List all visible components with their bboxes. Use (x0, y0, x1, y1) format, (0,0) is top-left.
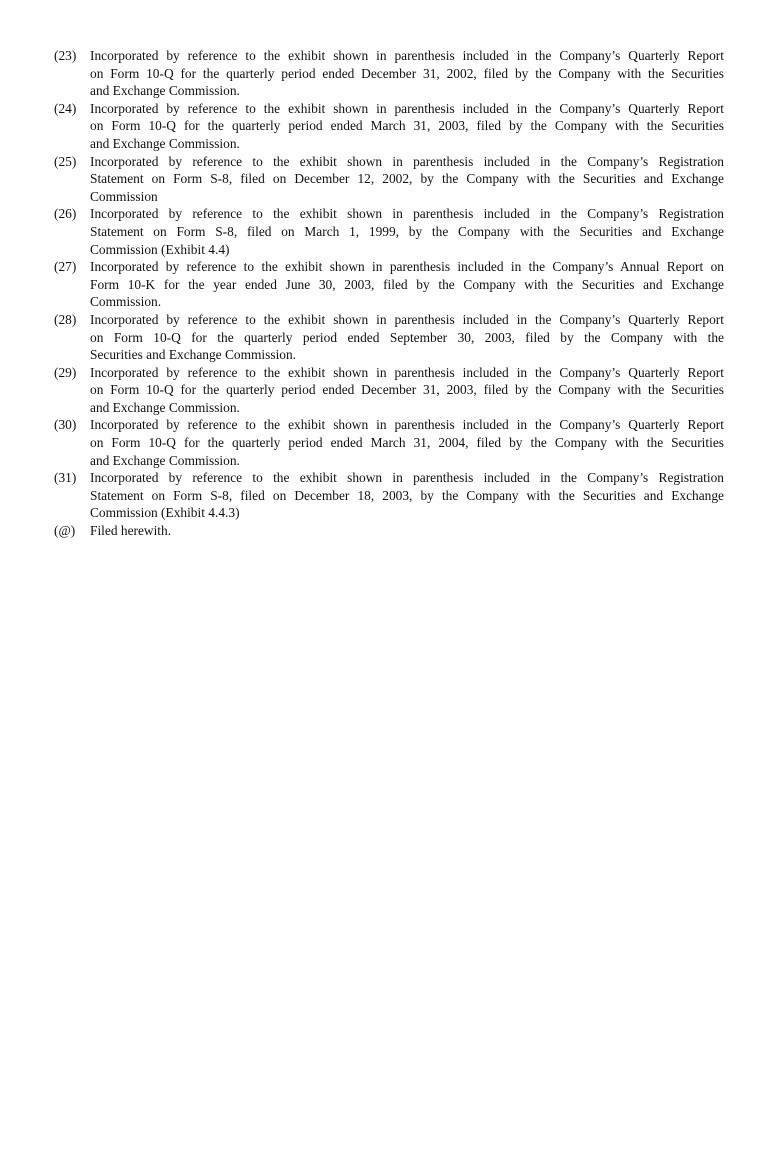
footnote-line: and Exchange Commission. (90, 399, 240, 415)
footnote-text (90, 205, 724, 258)
footnote-item (54, 153, 724, 206)
footnote-item (54, 205, 724, 258)
footnote-number: (25) (54, 153, 77, 169)
footnote-line: on Form 10-Q for the quarterly period ended December 31, 2002, filed by the Company with the Securities (90, 65, 724, 81)
footnote-number: (29) (54, 364, 77, 380)
footnote-text (90, 469, 724, 522)
footnote-line: Statement on Form S-8, filed on December 12, 2002, by the Company with the Securities and Exchange (90, 171, 724, 187)
footnote-line: Commission (Exhibit 4.4) (90, 241, 230, 257)
footnote-line: Incorporated by reference to the exhibit shown in parenthesis included in the Company’s Quarterly Report (90, 100, 724, 116)
footnote-line: Commission (Exhibit 4.4.3) (90, 505, 240, 521)
footnote-line: Incorporated by reference to the exhibit shown in parenthesis included in the Company’s Registration (90, 470, 724, 486)
footnote-number: (23) (54, 48, 77, 63)
footnote-number: (@) (54, 523, 76, 539)
footnote-line: Form 10-K for the year ended June 30, 2003, filed by the Company with the Securities and Exchange (90, 276, 724, 292)
footnote-item (54, 47, 724, 100)
footnote-line: and Exchange Commission. (90, 452, 240, 468)
footnote-number: (27) (54, 259, 77, 275)
footnote-number: (26) (54, 206, 77, 222)
footnote-number: (30) (54, 417, 77, 433)
footnote-item (54, 364, 724, 417)
footnote-line: Incorporated by reference to the exhibit shown in parenthesis included in the Company’s Quarterly Report (90, 417, 724, 433)
footnote-item (54, 311, 724, 364)
footnote-item (54, 522, 724, 540)
footnote-text (90, 416, 724, 469)
footnote-text (90, 522, 724, 540)
footnote-text (90, 311, 724, 364)
footnote-line: Securities and Exchange Commission. (90, 347, 297, 363)
footnote-text (90, 47, 724, 100)
footnote-line: on Form 10-Q for the quarterly period ended March 31, 2003, filed by the Company with the Securities (90, 118, 724, 134)
footnote-item (54, 258, 724, 311)
footnote-number: (28) (54, 311, 77, 327)
footnote-number: (31) (54, 470, 77, 486)
footnote-text (90, 153, 724, 206)
footnote-text (90, 364, 724, 417)
footnote-number: (24) (54, 100, 77, 116)
footnote-line: Statement on Form S-8, filed on December 18, 2003, by the Company with the Securities and Exchange (90, 487, 724, 503)
footnote-line: on Form 10-Q for the quarterly period ended September 30, 2003, filed by the Company with the (90, 329, 724, 345)
footnote-line: Incorporated by reference to the exhibit shown in parenthesis included in the Company’s Quarterly Report (90, 364, 724, 380)
footnote-text (90, 100, 724, 153)
footnote-line: and Exchange Commission. (90, 83, 240, 99)
footnotes-list (54, 47, 724, 540)
footnote-line: on Form 10-Q for the quarterly period ended March 31, 2004, filed by the Company with the Securities (90, 435, 724, 451)
footnote-text (90, 258, 724, 311)
footnote-line: Incorporated by reference to the exhibit shown in parenthesis included in the Company’s Registration (90, 153, 724, 169)
footnote-line: Incorporated by reference to the exhibit shown in parenthesis included in the Company’s Quarterly Report (90, 48, 724, 63)
footnote-item (54, 469, 724, 522)
footnote-item (54, 416, 724, 469)
footnote-line: Statement on Form S-8, filed on March 1, 1999, by the Company with the Securities and Exchange (90, 223, 724, 239)
footnote-line: on Form 10-Q for the quarterly period ended December 31, 2003, filed by the Company with the Securities (90, 382, 724, 398)
footnote-line: Filed herewith. (90, 523, 172, 539)
footnote-line: Incorporated by reference to the exhibit shown in parenthesis included in the Company’s Annual Report on (90, 259, 724, 275)
footnote-line: Incorporated by reference to the exhibit shown in parenthesis included in the Company’s Registration (90, 206, 724, 222)
footnote-line: Incorporated by reference to the exhibit shown in parenthesis included in the Company’s Quarterly Report (90, 311, 724, 327)
footnote-item (54, 100, 724, 153)
footnote-line: Commission. (90, 294, 162, 310)
footnote-line: Commission (90, 188, 158, 204)
footnote-line: and Exchange Commission. (90, 135, 240, 151)
